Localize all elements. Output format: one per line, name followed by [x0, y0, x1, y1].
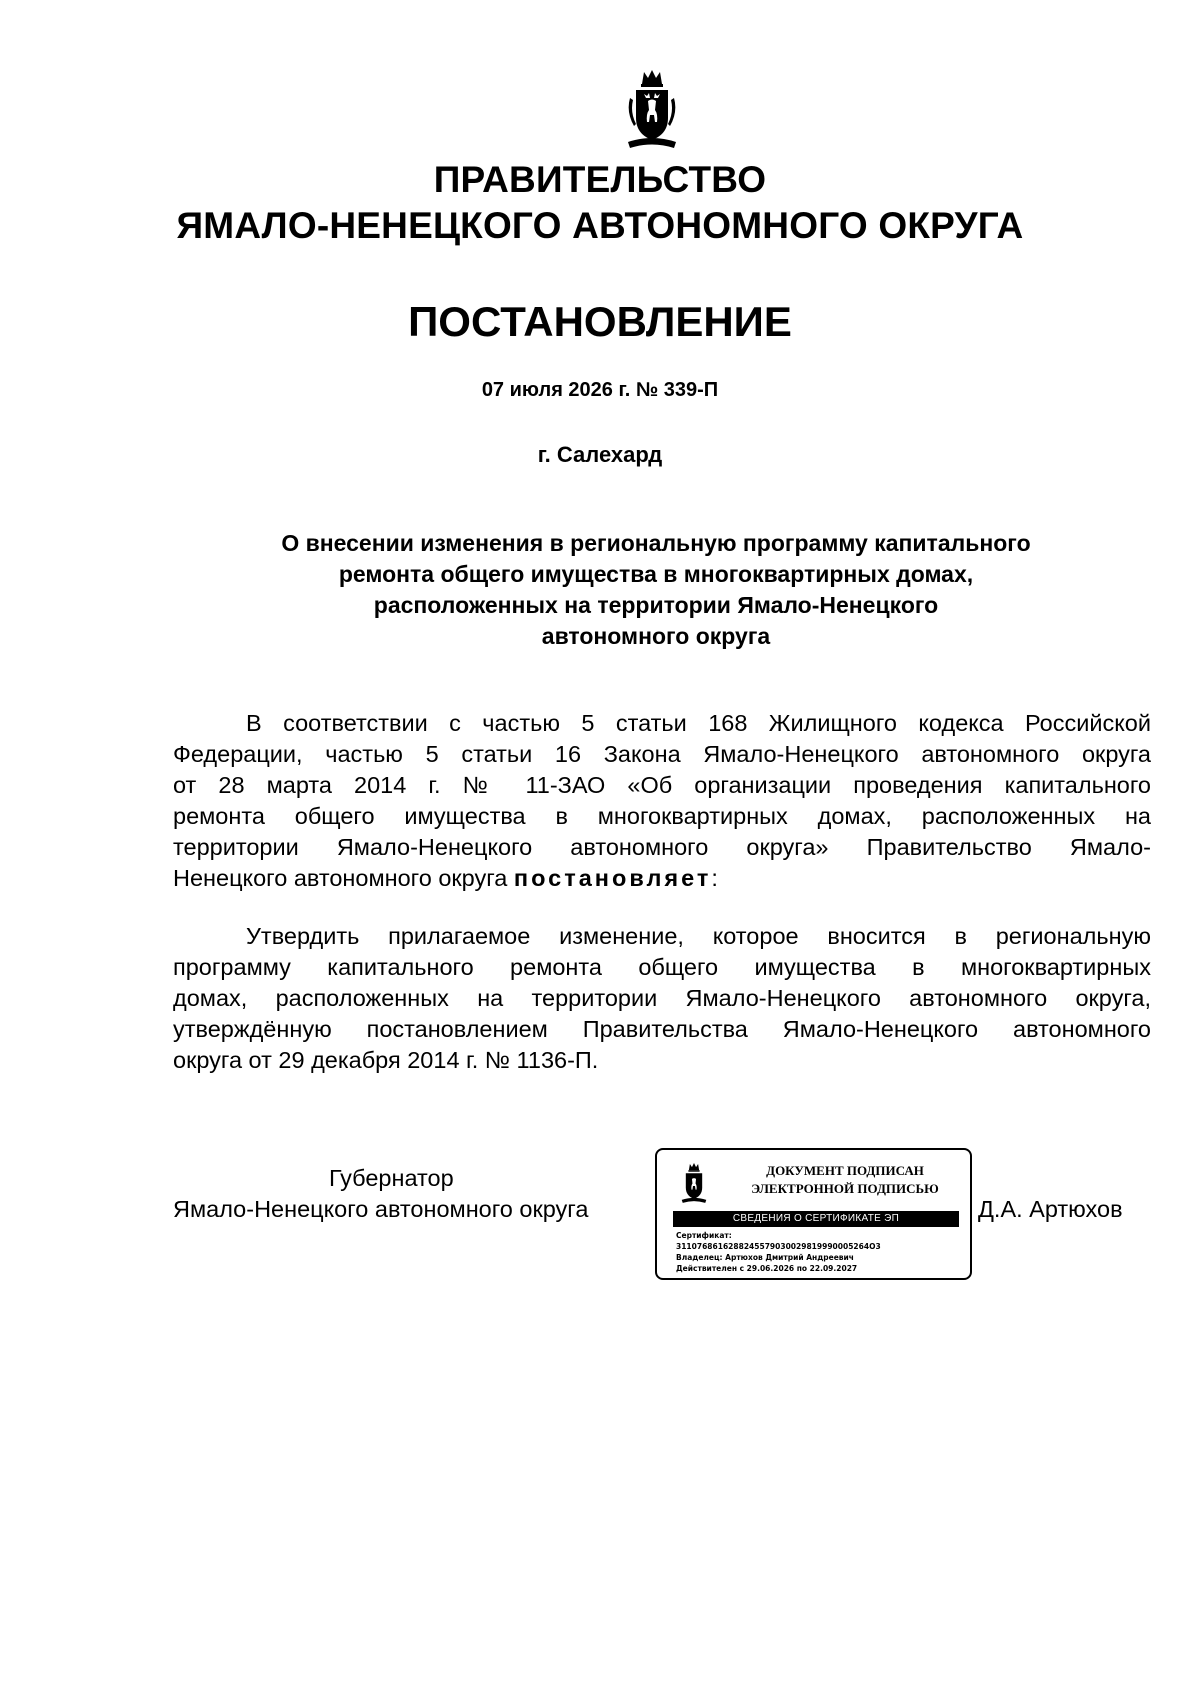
certificate-details: [676, 1230, 881, 1274]
paragraph-line: программу капитального ремонта общего имущества в многоквартирных: [173, 954, 1151, 980]
subject-line: расположенных на территории Ямало-Ненецкого: [373, 592, 939, 618]
organization-name-line2: ЯМАЛО-НЕНЕЦКОГО АВТОНОМНОГО ОКРУГА: [176, 205, 1024, 246]
signatory-name: Д.А. Артюхов: [978, 1196, 1123, 1222]
document-type: ПОСТАНОВЛЕНИЕ: [408, 298, 792, 345]
coat-of-arms-icon: [679, 1162, 709, 1206]
subject-line: ремонта общего имущества в многоквартирных домах,: [338, 561, 974, 587]
paragraph-text: Ненецкого автономного округа: [173, 865, 514, 891]
certificate-label: Сертификат:: [676, 1231, 732, 1240]
subject-line: О внесении изменения в региональную программу капитального: [281, 530, 1031, 556]
resolution-paragraph: [173, 921, 1151, 1076]
paragraph-text: :: [711, 865, 718, 891]
paragraph-line: Утвердить прилагаемое изменение, которое вносится в региональную: [246, 923, 1151, 949]
paragraph-line: [173, 863, 1151, 894]
certificate-validity: Действителен с 29.06.2026 по 22.09.2027: [676, 1264, 858, 1273]
paragraph-line: территории Ямало-Ненецкого автономного округа» Правительство Ямало-: [173, 834, 1151, 860]
stamp-heading-line1: ДОКУМЕНТ ПОДПИСАН: [766, 1163, 924, 1178]
document-city: г. Салехард: [537, 442, 663, 467]
resolution-keyword: постановляет: [513, 865, 712, 891]
organization-name-line1: ПРАВИТЕЛЬСТВО: [433, 159, 767, 200]
stamp-heading-line2: ЭЛЕКТРОННОЙ ПОДПИСЬЮ: [751, 1181, 939, 1196]
signatory-title-line1: Губернатор: [329, 1165, 454, 1191]
certificate-number: 3110768616288245579030029819990005264O3: [676, 1242, 881, 1251]
coat-of-arms-icon: [624, 68, 680, 154]
stamp-heading: [729, 1162, 961, 1198]
subject-line: автономного округа: [541, 623, 771, 649]
electronic-signature-stamp: [655, 1148, 972, 1280]
preamble-paragraph: [173, 708, 1151, 894]
paragraph-line: округа от 29 декабря 2014 г. № 1136-П.: [173, 1047, 599, 1073]
document-date-number: 07 июля 2026 г. № 339-П: [481, 379, 719, 401]
paragraph-line: В соответствии с частью 5 статьи 168 Жилищного кодекса Российской: [246, 710, 1151, 736]
document-subject: [226, 528, 1086, 652]
paragraph-line: утверждённую постановлением Правительства Ямало-Ненецкого автономного: [173, 1016, 1151, 1042]
paragraph-line: ремонта общего имущества в многоквартирных домах, расположенных на: [173, 803, 1151, 829]
paragraph-line: Федерации, частью 5 статьи 16 Закона Ямало-Ненецкого автономного округа: [173, 741, 1151, 767]
certificate-owner: Владелец: Артюхов Дмитрий Андреевич: [676, 1253, 854, 1262]
paragraph-line: домах, расположенных на территории Ямало-Ненецкого автономного округа,: [173, 985, 1151, 1011]
certificate-info-bar: СВЕДЕНИЯ О СЕРТИФИКАТЕ ЭП: [673, 1211, 959, 1227]
paragraph-line: от 28 марта 2014 г. № 11-ЗАО «Об организации проведения капитального: [173, 772, 1151, 798]
signatory-title-line2: Ямало-Ненецкого автономного округа: [173, 1196, 589, 1222]
signatory-title: [173, 1163, 588, 1225]
